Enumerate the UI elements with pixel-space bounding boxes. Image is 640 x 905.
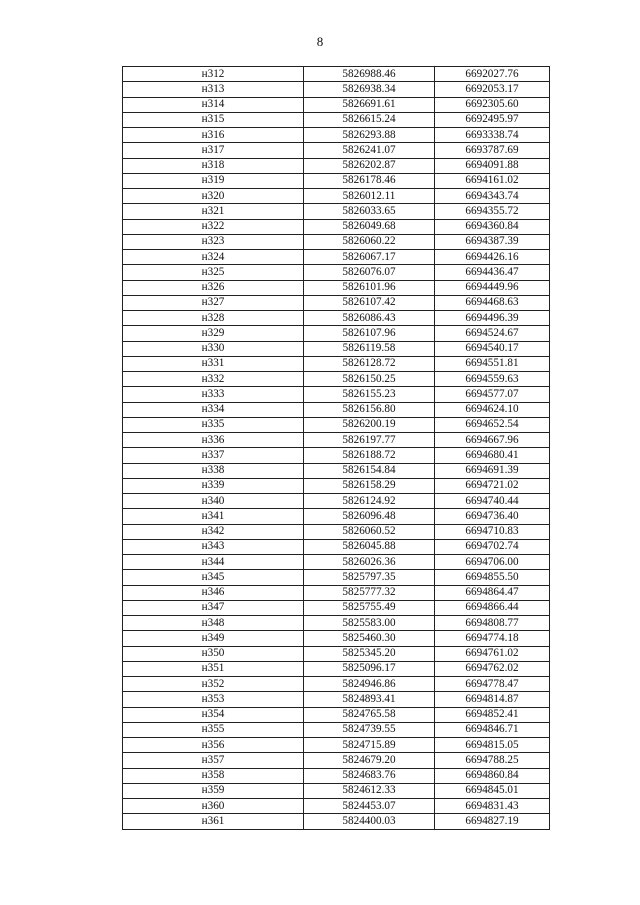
x-coordinate-cell: 5825460.30 (304, 631, 435, 646)
y-coordinate-cell: 6692495.97 (435, 112, 550, 127)
point-id-cell: н320 (123, 189, 304, 204)
y-coordinate-cell: 6693338.74 (435, 128, 550, 143)
x-coordinate-cell: 5825777.32 (304, 585, 435, 600)
x-coordinate-cell: 5826086.43 (304, 311, 435, 326)
y-coordinate-cell: 6693787.69 (435, 143, 550, 158)
y-coordinate-cell: 6694551.81 (435, 356, 550, 371)
table-row (123, 112, 550, 127)
y-coordinate-cell: 6694788.25 (435, 753, 550, 768)
y-coordinate-cell: 6694624.10 (435, 402, 550, 417)
point-id-cell: н339 (123, 478, 304, 493)
x-coordinate-cell: 5824739.55 (304, 722, 435, 737)
x-coordinate-cell: 5826691.61 (304, 97, 435, 112)
table-row (123, 417, 550, 432)
x-coordinate-cell: 5825797.35 (304, 570, 435, 585)
table-row (123, 753, 550, 768)
x-coordinate-cell: 5826154.84 (304, 463, 435, 478)
point-id-cell: н347 (123, 600, 304, 615)
y-coordinate-cell: 6694845.01 (435, 783, 550, 798)
table-row (123, 326, 550, 341)
coordinates-table-body (123, 67, 550, 830)
x-coordinate-cell: 5824683.76 (304, 768, 435, 783)
point-id-cell: н321 (123, 204, 304, 219)
y-coordinate-cell: 6694761.02 (435, 646, 550, 661)
x-coordinate-cell: 5825755.49 (304, 600, 435, 615)
x-coordinate-cell: 5824765.58 (304, 707, 435, 722)
table-row (123, 661, 550, 676)
y-coordinate-cell: 6694710.83 (435, 524, 550, 539)
table-row (123, 524, 550, 539)
x-coordinate-cell: 5824453.07 (304, 799, 435, 814)
point-id-cell: н359 (123, 783, 304, 798)
point-id-cell: н344 (123, 555, 304, 570)
x-coordinate-cell: 5824612.33 (304, 783, 435, 798)
table-row (123, 570, 550, 585)
table-row (123, 311, 550, 326)
point-id-cell: н346 (123, 585, 304, 600)
point-id-cell: н332 (123, 372, 304, 387)
x-coordinate-cell: 5826012.11 (304, 189, 435, 204)
x-coordinate-cell: 5826067.17 (304, 250, 435, 265)
y-coordinate-cell: 6694860.84 (435, 768, 550, 783)
x-coordinate-cell: 5826096.48 (304, 509, 435, 524)
table-row (123, 738, 550, 753)
point-id-cell: н317 (123, 143, 304, 158)
table-row (123, 402, 550, 417)
table-row (123, 143, 550, 158)
table-row (123, 707, 550, 722)
point-id-cell: н360 (123, 799, 304, 814)
table-row (123, 555, 550, 570)
y-coordinate-cell: 6694667.96 (435, 433, 550, 448)
table-row (123, 478, 550, 493)
point-id-cell: н338 (123, 463, 304, 478)
y-coordinate-cell: 6694360.84 (435, 219, 550, 234)
y-coordinate-cell: 6694855.50 (435, 570, 550, 585)
y-coordinate-cell: 6694559.63 (435, 372, 550, 387)
table-row (123, 280, 550, 295)
x-coordinate-cell: 5826988.46 (304, 67, 435, 82)
point-id-cell: н342 (123, 524, 304, 539)
table-row (123, 372, 550, 387)
x-coordinate-cell: 5826188.72 (304, 448, 435, 463)
point-id-cell: н334 (123, 402, 304, 417)
point-id-cell: н322 (123, 219, 304, 234)
point-id-cell: н330 (123, 341, 304, 356)
table-row (123, 250, 550, 265)
x-coordinate-cell: 5824946.86 (304, 677, 435, 692)
y-coordinate-cell: 6694468.63 (435, 295, 550, 310)
point-id-cell: н315 (123, 112, 304, 127)
y-coordinate-cell: 6694691.39 (435, 463, 550, 478)
table-row (123, 189, 550, 204)
point-id-cell: н325 (123, 265, 304, 280)
point-id-cell: н354 (123, 707, 304, 722)
x-coordinate-cell: 5826119.58 (304, 341, 435, 356)
point-id-cell: н314 (123, 97, 304, 112)
y-coordinate-cell: 6694814.87 (435, 692, 550, 707)
x-coordinate-cell: 5826156.80 (304, 402, 435, 417)
y-coordinate-cell: 6694680.41 (435, 448, 550, 463)
y-coordinate-cell: 6694387.39 (435, 234, 550, 249)
point-id-cell: н331 (123, 356, 304, 371)
point-id-cell: н336 (123, 433, 304, 448)
table-row (123, 616, 550, 631)
y-coordinate-cell: 6692027.76 (435, 67, 550, 82)
y-coordinate-cell: 6694721.02 (435, 478, 550, 493)
table-row (123, 158, 550, 173)
table-row (123, 82, 550, 97)
point-id-cell: н316 (123, 128, 304, 143)
y-coordinate-cell: 6694426.16 (435, 250, 550, 265)
table-row (123, 600, 550, 615)
y-coordinate-cell: 6694343.74 (435, 189, 550, 204)
x-coordinate-cell: 5826049.68 (304, 219, 435, 234)
table-row (123, 448, 550, 463)
x-coordinate-cell: 5826197.77 (304, 433, 435, 448)
x-coordinate-cell: 5826045.88 (304, 539, 435, 554)
table-row (123, 295, 550, 310)
table-row (123, 265, 550, 280)
x-coordinate-cell: 5826128.72 (304, 356, 435, 371)
table-row (123, 387, 550, 402)
y-coordinate-cell: 6694846.71 (435, 722, 550, 737)
x-coordinate-cell: 5825583.00 (304, 616, 435, 631)
y-coordinate-cell: 6694815.05 (435, 738, 550, 753)
x-coordinate-cell: 5826026.36 (304, 555, 435, 570)
table-row (123, 799, 550, 814)
point-id-cell: н313 (123, 82, 304, 97)
x-coordinate-cell: 5826076.07 (304, 265, 435, 280)
table-row (123, 356, 550, 371)
y-coordinate-cell: 6694702.74 (435, 539, 550, 554)
y-coordinate-cell: 6694577.07 (435, 387, 550, 402)
table-row (123, 67, 550, 82)
table-row (123, 494, 550, 509)
x-coordinate-cell: 5826293.88 (304, 128, 435, 143)
y-coordinate-cell: 6694852.41 (435, 707, 550, 722)
x-coordinate-cell: 5826178.46 (304, 173, 435, 188)
table-row (123, 128, 550, 143)
y-coordinate-cell: 6694778.47 (435, 677, 550, 692)
x-coordinate-cell: 5826150.25 (304, 372, 435, 387)
x-coordinate-cell: 5825345.20 (304, 646, 435, 661)
x-coordinate-cell: 5826155.23 (304, 387, 435, 402)
x-coordinate-cell: 5826938.34 (304, 82, 435, 97)
point-id-cell: н350 (123, 646, 304, 661)
y-coordinate-cell: 6694808.77 (435, 616, 550, 631)
y-coordinate-cell: 6694355.72 (435, 204, 550, 219)
y-coordinate-cell: 6694774.18 (435, 631, 550, 646)
table-row (123, 539, 550, 554)
table-row (123, 341, 550, 356)
x-coordinate-cell: 5826158.29 (304, 478, 435, 493)
y-coordinate-cell: 6694706.00 (435, 555, 550, 570)
x-coordinate-cell: 5826615.24 (304, 112, 435, 127)
table-row (123, 585, 550, 600)
coordinates-table (122, 66, 550, 830)
point-id-cell: н319 (123, 173, 304, 188)
x-coordinate-cell: 5826060.22 (304, 234, 435, 249)
point-id-cell: н355 (123, 722, 304, 737)
y-coordinate-cell: 6694736.40 (435, 509, 550, 524)
y-coordinate-cell: 6694161.02 (435, 173, 550, 188)
x-coordinate-cell: 5826107.42 (304, 295, 435, 310)
point-id-cell: н333 (123, 387, 304, 402)
table-row (123, 234, 550, 249)
point-id-cell: н357 (123, 753, 304, 768)
table-row (123, 783, 550, 798)
table-row (123, 677, 550, 692)
x-coordinate-cell: 5825096.17 (304, 661, 435, 676)
y-coordinate-cell: 6694740.44 (435, 494, 550, 509)
table-row (123, 97, 550, 112)
x-coordinate-cell: 5826241.07 (304, 143, 435, 158)
x-coordinate-cell: 5826101.96 (304, 280, 435, 295)
x-coordinate-cell: 5824715.89 (304, 738, 435, 753)
x-coordinate-cell: 5824893.41 (304, 692, 435, 707)
x-coordinate-cell: 5826033.65 (304, 204, 435, 219)
point-id-cell: н340 (123, 494, 304, 509)
y-coordinate-cell: 6694652.54 (435, 417, 550, 432)
point-id-cell: н358 (123, 768, 304, 783)
point-id-cell: н312 (123, 67, 304, 82)
x-coordinate-cell: 5826124.92 (304, 494, 435, 509)
y-coordinate-cell: 6694540.17 (435, 341, 550, 356)
point-id-cell: н345 (123, 570, 304, 585)
point-id-cell: н326 (123, 280, 304, 295)
table-row (123, 509, 550, 524)
table-row (123, 463, 550, 478)
y-coordinate-cell: 6694091.88 (435, 158, 550, 173)
table-row (123, 219, 550, 234)
point-id-cell: н348 (123, 616, 304, 631)
table-row (123, 722, 550, 737)
y-coordinate-cell: 6694496.39 (435, 311, 550, 326)
y-coordinate-cell: 6694762.02 (435, 661, 550, 676)
y-coordinate-cell: 6694831.43 (435, 799, 550, 814)
page-number: 8 (316, 34, 324, 49)
point-id-cell: н353 (123, 692, 304, 707)
table-row (123, 204, 550, 219)
y-coordinate-cell: 6692305.60 (435, 97, 550, 112)
y-coordinate-cell: 6692053.17 (435, 82, 550, 97)
y-coordinate-cell: 6694827.19 (435, 814, 550, 829)
point-id-cell: н328 (123, 311, 304, 326)
y-coordinate-cell: 6694436.47 (435, 265, 550, 280)
x-coordinate-cell: 5826060.52 (304, 524, 435, 539)
point-id-cell: н341 (123, 509, 304, 524)
y-coordinate-cell: 6694449.96 (435, 280, 550, 295)
table-row (123, 646, 550, 661)
point-id-cell: н361 (123, 814, 304, 829)
point-id-cell: н351 (123, 661, 304, 676)
point-id-cell: н352 (123, 677, 304, 692)
y-coordinate-cell: 6694864.47 (435, 585, 550, 600)
point-id-cell: н324 (123, 250, 304, 265)
table-row (123, 433, 550, 448)
point-id-cell: н337 (123, 448, 304, 463)
table-row (123, 173, 550, 188)
point-id-cell: н329 (123, 326, 304, 341)
point-id-cell: н327 (123, 295, 304, 310)
x-coordinate-cell: 5824400.03 (304, 814, 435, 829)
y-coordinate-cell: 6694524.67 (435, 326, 550, 341)
table-row (123, 768, 550, 783)
x-coordinate-cell: 5826202.87 (304, 158, 435, 173)
y-coordinate-cell: 6694866.44 (435, 600, 550, 615)
point-id-cell: н356 (123, 738, 304, 753)
table-row (123, 692, 550, 707)
x-coordinate-cell: 5826107.96 (304, 326, 435, 341)
table-row (123, 814, 550, 829)
table-row (123, 631, 550, 646)
point-id-cell: н349 (123, 631, 304, 646)
point-id-cell: н343 (123, 539, 304, 554)
point-id-cell: н318 (123, 158, 304, 173)
point-id-cell: н335 (123, 417, 304, 432)
x-coordinate-cell: 5824679.20 (304, 753, 435, 768)
x-coordinate-cell: 5826200.19 (304, 417, 435, 432)
point-id-cell: н323 (123, 234, 304, 249)
